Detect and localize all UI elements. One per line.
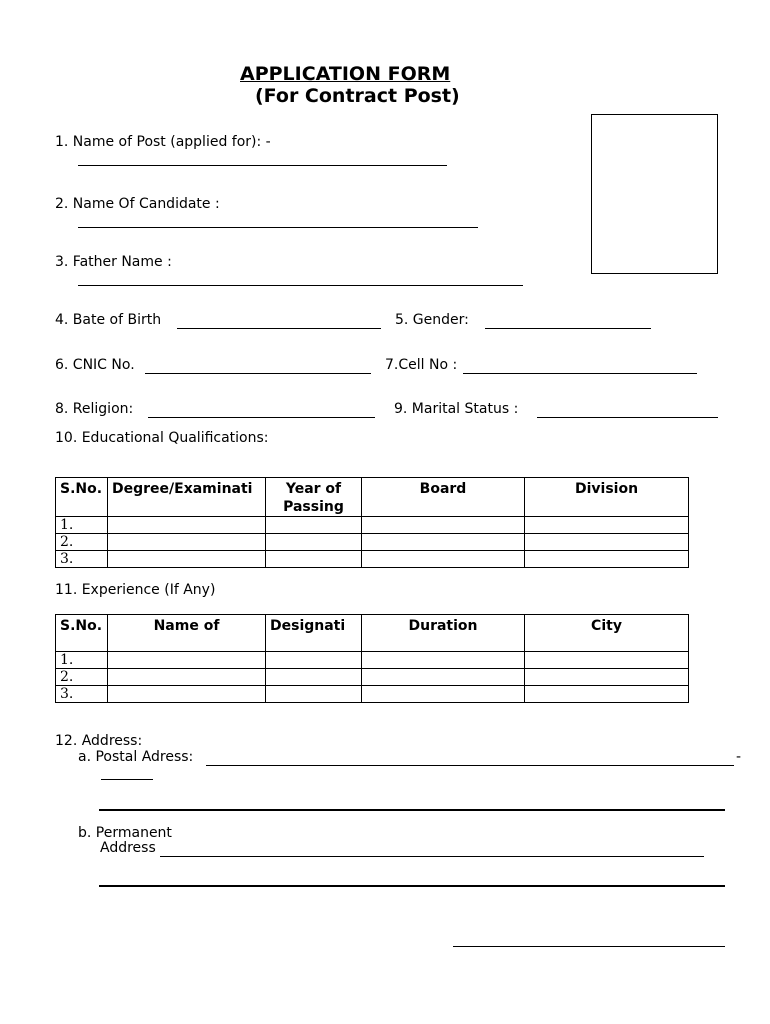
- religion-label: 8. Religion:: [55, 401, 134, 417]
- permanent-label: b. Permanent: [78, 825, 172, 841]
- table-cell[interactable]: [108, 534, 266, 551]
- post-field[interactable]: [78, 165, 447, 166]
- edu-header-board: Board: [362, 478, 525, 517]
- marital-label: 9. Marital Status :: [394, 401, 519, 417]
- table-cell[interactable]: [362, 686, 525, 703]
- candidate-field[interactable]: [78, 227, 478, 228]
- table-cell[interactable]: [266, 534, 362, 551]
- table-cell[interactable]: [525, 551, 689, 568]
- table-cell[interactable]: [362, 652, 525, 669]
- address-label: 12. Address:: [55, 733, 143, 749]
- table-cell[interactable]: [362, 669, 525, 686]
- exp-row-sno: 1.: [56, 652, 108, 669]
- edu-header-division: Division: [525, 478, 689, 517]
- edu-header-degree: Degree/Examinati: [108, 478, 266, 517]
- education-label: 10. Educational Qualifications:: [55, 430, 269, 446]
- exp-header-city: City: [525, 615, 689, 652]
- table-cell[interactable]: [525, 686, 689, 703]
- table-cell[interactable]: [266, 517, 362, 534]
- postal-label: a. Postal Adress:: [78, 749, 194, 765]
- edu-row-sno: 1.: [56, 517, 108, 534]
- table-row: [56, 517, 689, 534]
- marital-field[interactable]: [537, 417, 718, 418]
- edu-header-sno: S.No.: [56, 478, 108, 517]
- exp-header-designation: Designati: [266, 615, 362, 652]
- table-cell[interactable]: [108, 686, 266, 703]
- table-row: [56, 669, 689, 686]
- religion-field[interactable]: [148, 417, 375, 418]
- table-cell[interactable]: [362, 517, 525, 534]
- postal-field-continued[interactable]: [101, 779, 153, 780]
- table-row: [56, 652, 689, 669]
- gender-label: 5. Gender:: [395, 312, 469, 328]
- table-cell[interactable]: [525, 669, 689, 686]
- table-cell[interactable]: [525, 517, 689, 534]
- cell-field[interactable]: [463, 373, 697, 374]
- table-cell[interactable]: [362, 551, 525, 568]
- table-cell[interactable]: [266, 652, 362, 669]
- edu-row-sno: 3.: [56, 551, 108, 568]
- edu-row-sno: 2.: [56, 534, 108, 551]
- table-cell[interactable]: [266, 686, 362, 703]
- cnic-label: 6. CNIC No.: [55, 357, 135, 373]
- table-row: [56, 534, 689, 551]
- table-cell[interactable]: [525, 652, 689, 669]
- table-cell[interactable]: [108, 517, 266, 534]
- table-row: [56, 551, 689, 568]
- table-cell[interactable]: [266, 551, 362, 568]
- photo-box: [591, 114, 718, 274]
- exp-row-sno: 2.: [56, 669, 108, 686]
- experience-label: 11. Experience (If Any): [55, 582, 216, 598]
- dob-label: 4. Bate of Birth: [55, 312, 162, 328]
- experience-table: [55, 614, 689, 703]
- edu-header-year: Year of Passing: [266, 478, 362, 517]
- table-cell[interactable]: [108, 669, 266, 686]
- table-cell[interactable]: [362, 534, 525, 551]
- table-row: [56, 686, 689, 703]
- permanent-field[interactable]: [160, 856, 704, 857]
- cell-label: 7.Cell No :: [385, 357, 458, 373]
- post-label: 1. Name of Post (applied for): -: [55, 134, 271, 150]
- exp-header-duration: Duration: [362, 615, 525, 652]
- education-table: [55, 477, 689, 568]
- table-cell[interactable]: [525, 534, 689, 551]
- exp-header-sno: S.No.: [56, 615, 108, 652]
- form-subtitle: (For Contract Post): [255, 85, 460, 107]
- dob-field[interactable]: [177, 328, 381, 329]
- form-title: APPLICATION FORM: [240, 63, 451, 85]
- permanent-address-label: Address: [100, 840, 156, 856]
- signature-line[interactable]: [453, 946, 725, 947]
- table-cell[interactable]: [108, 551, 266, 568]
- gender-field[interactable]: [485, 328, 651, 329]
- exp-header-name: Name of: [108, 615, 266, 652]
- table-cell[interactable]: [108, 652, 266, 669]
- permanent-field-line-2[interactable]: [99, 885, 725, 887]
- table-cell[interactable]: [266, 669, 362, 686]
- father-field[interactable]: [78, 285, 523, 286]
- candidate-label: 2. Name Of Candidate :: [55, 196, 220, 212]
- exp-row-sno: 3.: [56, 686, 108, 703]
- postal-field-line-2[interactable]: [99, 809, 725, 811]
- father-label: 3. Father Name :: [55, 254, 172, 270]
- postal-dash: -: [736, 749, 742, 765]
- postal-field[interactable]: [206, 765, 734, 766]
- cnic-field[interactable]: [145, 373, 371, 374]
